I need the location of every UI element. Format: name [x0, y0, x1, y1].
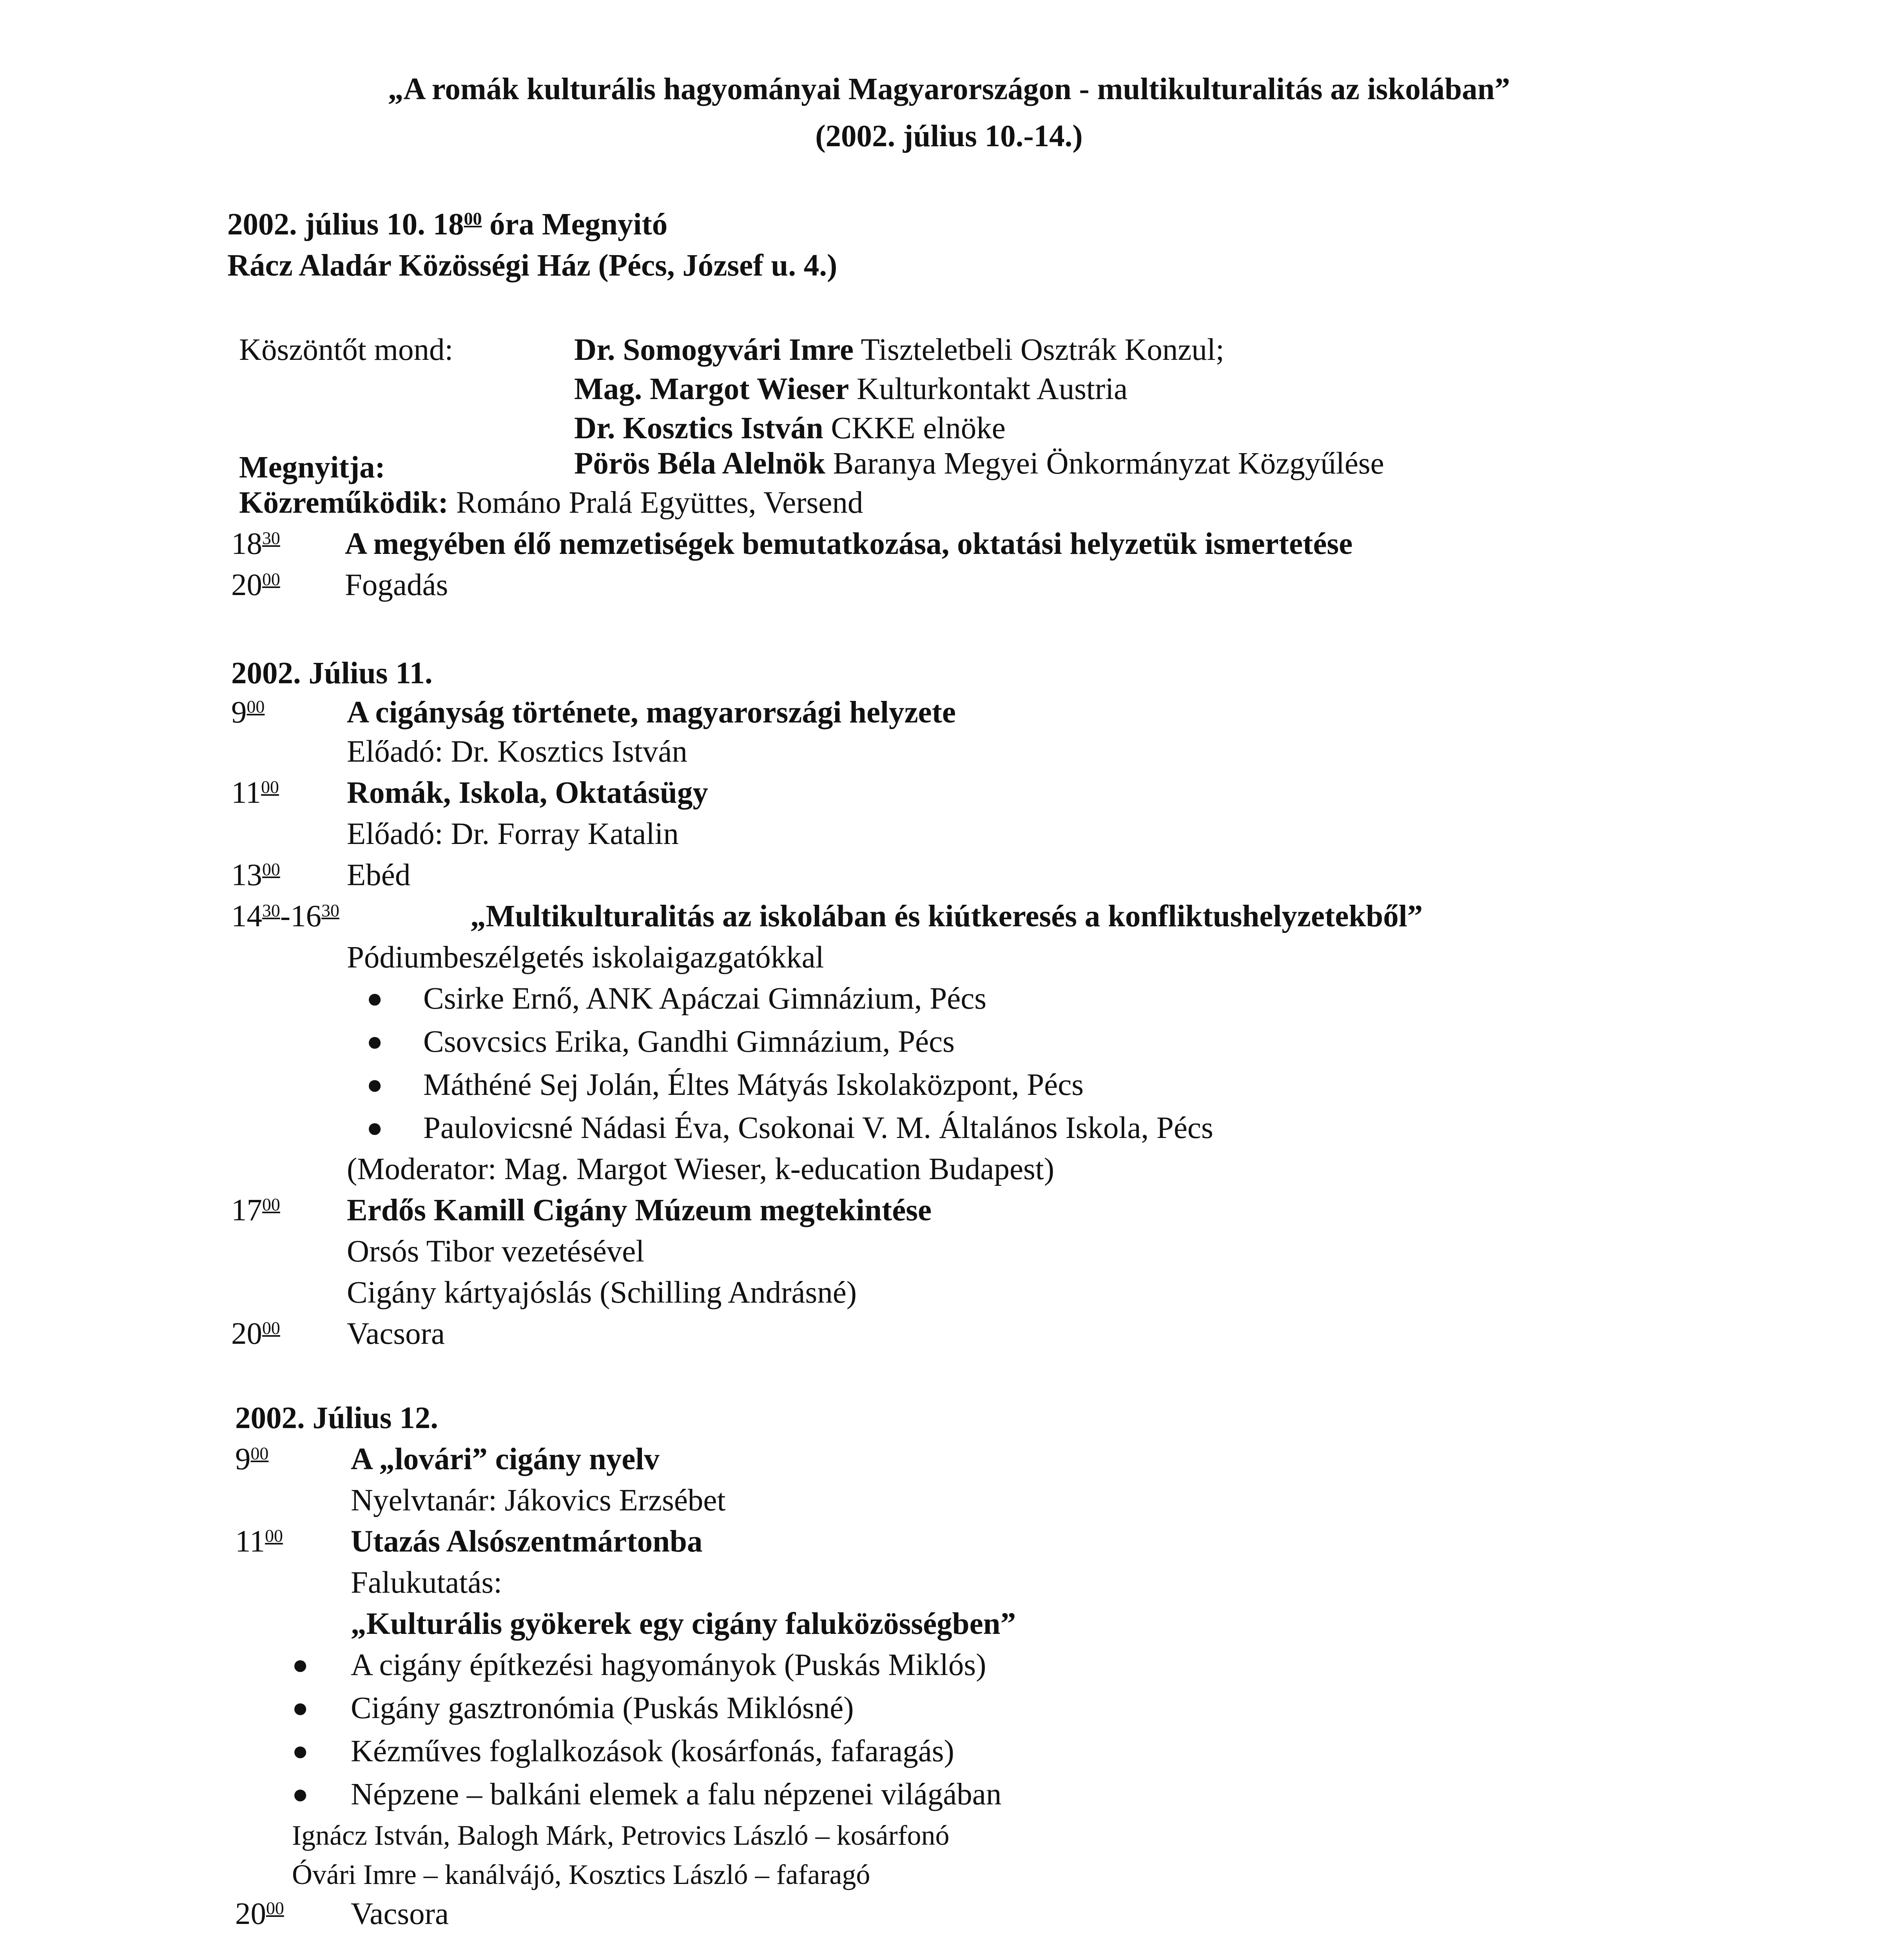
day10-item-time: $18^{30}$ — [231, 527, 280, 561]
day10-venue: Rácz Aladár Közösségi Ház (Pécs, József u. 4.) — [227, 249, 838, 283]
bullet-icon: ● — [366, 984, 383, 1014]
greeter-3: Dr. Kosztics István CKKE elnöke — [574, 411, 1006, 445]
session-detail: Orsós Tibor vezetésével — [347, 1234, 645, 1269]
session-time: $13^{00}$ — [231, 858, 280, 892]
session-subtitle: Pódiumbeszélgetés iskolaigazgatókkal — [347, 940, 824, 975]
session-time: $9^{00}$ — [235, 1442, 269, 1476]
session-title: Vacsora — [351, 1897, 449, 1931]
session-time: $9^{00}$ — [231, 695, 265, 730]
session-time: $11^{00}$ — [235, 1524, 283, 1559]
panel-member: Paulovicsné Nádasi Éva, Csokonai V. M. Általános Iskola, Pécs — [423, 1111, 1213, 1145]
topic-item: A cigány építkezési hagyományok (Puskás Miklós) — [351, 1648, 986, 1682]
document-dates: (2002. július 10.-14.) — [815, 119, 1083, 153]
day11-heading: 2002. Július 11. — [231, 656, 433, 690]
session-time: $11^{00}$ — [231, 776, 279, 810]
session-title: „Multikulturalitás az iskolában és kiútkeresés a konfliktushelyzetekből” — [470, 899, 1423, 933]
moderator: (Moderator: Mag. Margot Wieser, k-education Budapest) — [347, 1152, 1055, 1186]
panel-member: Csirke Ernő, ANK Apáczai Gimnázium, Pécs — [423, 982, 987, 1016]
session-time: $14^{30}-16^{30}$ — [231, 899, 339, 933]
session-detail: Cigány kártyajóslás (Schilling Andrásné) — [347, 1276, 857, 1310]
bullet-icon: ● — [292, 1736, 309, 1766]
session-subtitle: Nyelvtanár: Jákovics Erzsébet — [351, 1483, 726, 1517]
session-speaker: Előadó: Dr. Forray Katalin — [347, 817, 679, 851]
document-title: „A romák kulturális hagyományai Magyarországon - multikulturalitás az iskolában” — [388, 72, 1510, 106]
session-title: Vacsora — [347, 1317, 445, 1351]
panel-member: Csovcsics Erika, Gandhi Gimnázium, Pécs — [423, 1025, 955, 1059]
opener-label: Megnyitja: — [239, 450, 385, 485]
bullet-icon: ● — [292, 1779, 309, 1809]
day10-item-time: $20^{00}$ — [231, 568, 280, 602]
topic-item: Cigány gasztronómia (Puskás Miklósné) — [351, 1691, 854, 1725]
day12-heading: 2002. Július 12. — [235, 1401, 439, 1435]
day10-heading: 2002. július 10. $18^{00}$ óra Megnyitó — [227, 207, 668, 241]
artisans-line: Óvári Imre – kanálvájó, Kosztics László – fafaragó — [292, 1859, 870, 1890]
session-title: Romák, Iskola, Oktatásügy — [347, 776, 708, 810]
bullet-icon: ● — [292, 1650, 309, 1680]
bullet-icon: ● — [292, 1693, 309, 1723]
panel-member: Máthéné Sej Jolán, Éltes Mátyás Iskolaközpont, Pécs — [423, 1068, 1084, 1102]
session-time: $17^{00}$ — [231, 1193, 280, 1227]
bullet-icon: ● — [366, 1113, 383, 1143]
session-time: $20^{00}$ — [235, 1897, 284, 1931]
session-title: Utazás Alsószentmártonba — [351, 1524, 703, 1559]
day10-item-title: A megyében élő nemzetiségek bemutatkozása, oktatási helyzetük ismertetése — [345, 527, 1353, 561]
greet-label: Köszöntőt mond: — [239, 333, 453, 367]
contributor: Közreműködik: Románo Pralá Együttes, Versend — [239, 486, 863, 520]
artisans-line: Ignácz István, Balogh Márk, Petrovics László – kosárfonó — [292, 1820, 950, 1851]
session-title: Ebéd — [347, 858, 411, 892]
bullet-icon: ● — [366, 1070, 383, 1100]
session-speaker: Előadó: Dr. Kosztics István — [347, 735, 687, 769]
topic-item: Népzene – balkáni elemek a falu népzenei világában — [351, 1777, 1002, 1811]
greeter-1: Dr. Somogyvári Imre Tiszteletbeli Osztrák Konzul; — [574, 333, 1224, 367]
session-title: A cigányság története, magyarországi helyzete — [347, 695, 956, 730]
greeter-2: Mag. Margot Wieser Kulturkontakt Austria — [574, 372, 1128, 406]
opener: Pörös Béla Alelnök Baranya Megyei Önkormányzat Közgyűlése — [574, 446, 1384, 481]
session-title: A „lovári” cigány nyelv — [351, 1442, 660, 1476]
topic-item: Kézműves foglalkozások (kosárfonás, fafaragás) — [351, 1734, 954, 1768]
session-theme: „Kulturális gyökerek egy cigány faluközösségben” — [351, 1607, 1016, 1641]
day10-item-title: Fogadás — [345, 568, 448, 602]
session-title: Erdős Kamill Cigány Múzeum megtekintése — [347, 1193, 932, 1227]
session-subtitle: Falukutatás: — [351, 1566, 502, 1600]
bullet-icon: ● — [366, 1027, 383, 1057]
session-time: $20^{00}$ — [231, 1317, 280, 1351]
